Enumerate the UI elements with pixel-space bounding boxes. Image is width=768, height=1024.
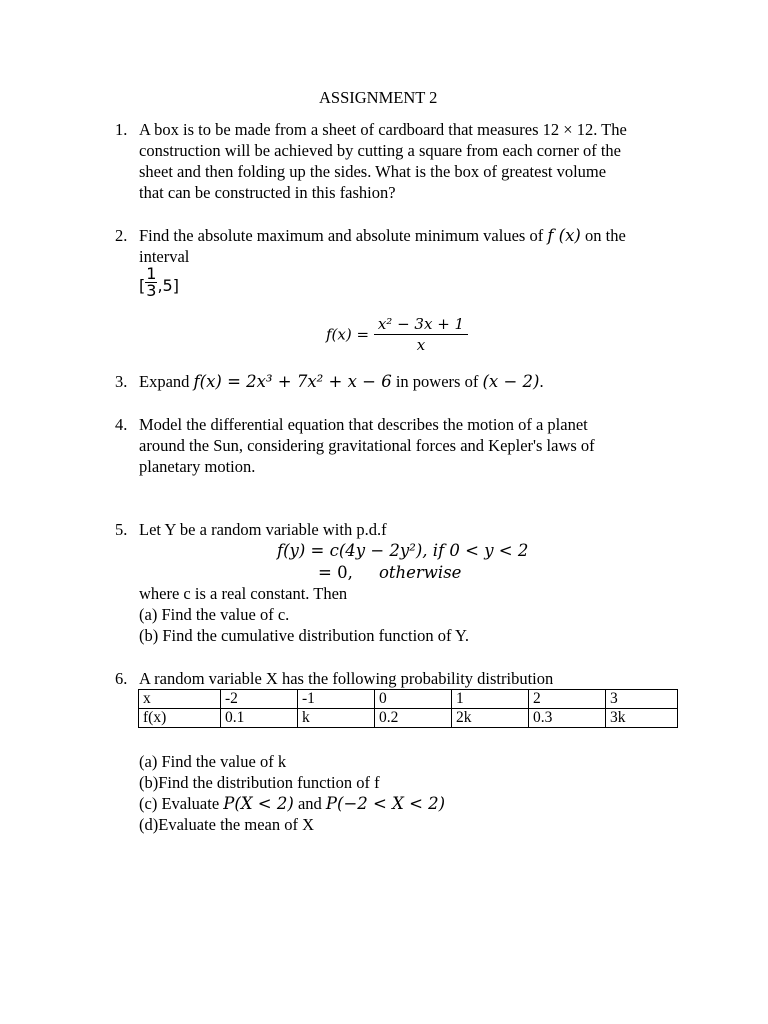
text: and xyxy=(293,794,326,813)
math-expression: P(X < 2) xyxy=(223,794,294,813)
fraction-numerator: x² − 3x + 1 xyxy=(374,314,468,335)
question-text-line: construction will be achieved by cutting a square from each corner of the xyxy=(139,141,621,160)
fraction-denominator: x xyxy=(416,336,426,354)
question-text-line xyxy=(139,226,626,246)
question-text-line: that can be constructed in this fashion? xyxy=(139,183,396,202)
table-cell: 1 xyxy=(452,690,529,709)
question-part: (b)Find the distribution function of f xyxy=(139,773,380,792)
table-row xyxy=(139,709,678,728)
table-cell: 0 xyxy=(375,690,452,709)
table-cell: 0.2 xyxy=(375,709,452,728)
text: in powers of xyxy=(391,372,483,391)
math-expression: P(−2 < X < 2) xyxy=(325,794,446,813)
question-text-line: sheet and then folding up the sides. What is the box of greatest volume xyxy=(139,162,607,181)
table-cell: 3 xyxy=(606,690,678,709)
function-fraction xyxy=(374,314,468,355)
function-definition xyxy=(326,314,468,355)
text: on the xyxy=(580,226,626,245)
math-expression: f (x) xyxy=(547,226,581,245)
question-text-line: around the Sun, considering gravitational forces and Kepler's laws of xyxy=(139,436,595,455)
question-number: 4. xyxy=(115,415,128,434)
interval-expression xyxy=(139,266,179,299)
table-cell: -2 xyxy=(221,690,298,709)
pdf-definition-line: f(y) = c(4y − 2y²), if 0 < y < 2 xyxy=(277,541,529,560)
table-cell: -1 xyxy=(298,690,375,709)
question-number: 5. xyxy=(115,520,128,539)
question-part: (b) Find the cumulative distribution function of Y. xyxy=(139,626,469,645)
fraction-denominator: 3 xyxy=(146,281,157,300)
question-text-line: Model the differential equation that describes the motion of a planet xyxy=(139,415,588,434)
math-expression: f(x) = 2x³ + 7x² + x − 6 xyxy=(193,372,392,391)
question-number: 3. xyxy=(115,372,128,391)
text: Expand xyxy=(139,372,194,391)
interval-fraction xyxy=(145,266,157,299)
table-cell: f(x) xyxy=(139,709,221,728)
question-text-line: Let Y be a random variable with p.d.f xyxy=(139,520,387,539)
table-row xyxy=(139,690,678,709)
interval-rest: ,5] xyxy=(157,276,179,295)
table-cell: 2k xyxy=(452,709,529,728)
text: (c) Evaluate xyxy=(139,794,224,813)
math-expression: otherwise xyxy=(378,563,462,582)
table-cell: 0.1 xyxy=(221,709,298,728)
question-text-line: where c is a real constant. Then xyxy=(139,584,348,603)
table-cell: 3k xyxy=(606,709,678,728)
page-title: ASSIGNMENT 2 xyxy=(319,88,438,107)
text: Find the absolute maximum and absolute minimum values of xyxy=(139,226,548,245)
table-cell: x xyxy=(139,690,221,709)
question-text-line xyxy=(139,372,544,392)
question-part: (a) Find the value of c. xyxy=(139,605,290,624)
question-part: (a) Find the value of k xyxy=(139,752,287,771)
text: . xyxy=(539,372,544,391)
table-cell: 0.3 xyxy=(529,709,606,728)
table-cell: 2 xyxy=(529,690,606,709)
question-number: 2. xyxy=(115,226,128,245)
question-number: 1. xyxy=(115,120,128,139)
probability-distribution-table xyxy=(138,689,678,728)
question-text-line: planetary motion. xyxy=(139,457,256,476)
question-text-line: A box is to be made from a sheet of cardboard that measures 12 × 12. The xyxy=(139,120,627,139)
math-expression: (x − 2) xyxy=(482,372,540,391)
table-cell: k xyxy=(298,709,375,728)
pdf-definition-line xyxy=(318,563,461,583)
function-lhs: f(x) = xyxy=(326,325,370,344)
question-number: 6. xyxy=(115,669,128,688)
fraction-numerator: 1 xyxy=(146,264,157,283)
question-part xyxy=(139,794,445,814)
interval-bracket: [ xyxy=(139,276,146,295)
question-text-line: A random variable X has the following probability distribution xyxy=(139,669,554,688)
math-expression: = 0, xyxy=(318,563,353,582)
question-text-line: interval xyxy=(139,247,190,266)
question-part: (d)Evaluate the mean of X xyxy=(139,815,315,834)
